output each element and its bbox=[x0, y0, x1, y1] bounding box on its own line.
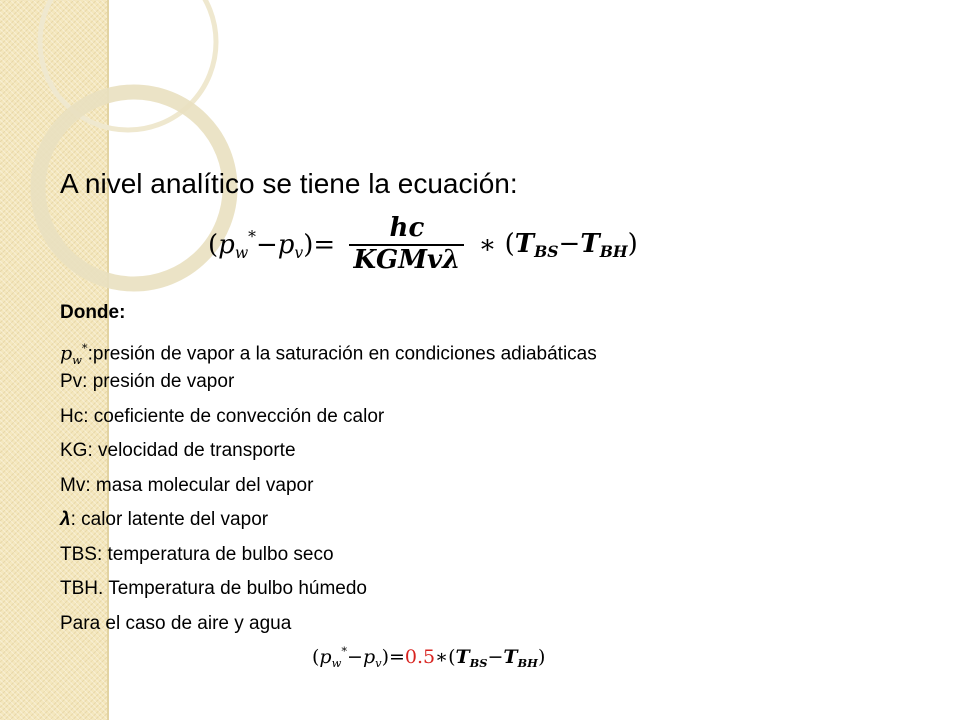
eq-small-lhs: $(p_w^*-p_v)$ bbox=[312, 644, 389, 671]
eq-main-lhs: $(p_w^*-p_v)$ bbox=[208, 227, 314, 262]
eq-main-rhs: $(T_{BS}-T_{BH})$ bbox=[504, 229, 638, 262]
def-pv: Pv: presión de vapor bbox=[60, 371, 235, 392]
def-kg: KG: velocidad de transporte bbox=[60, 440, 296, 461]
def-pw: $p_w^*:presión$ de vapor a la saturación en condiciones adiabáticas bbox=[60, 340, 597, 367]
def-tbh: TBH. Temperatura de bulbo húmedo bbox=[60, 578, 367, 599]
eq-small-times: ∗ bbox=[435, 646, 449, 669]
eq-small-rhs: $(T_{BS}-T_{BH})$ bbox=[448, 645, 546, 670]
eq-main-numerator: hc bbox=[389, 213, 425, 243]
decorative-rings bbox=[0, 0, 260, 330]
simplified-equation bbox=[312, 644, 545, 670]
def-hc: Hc: coeficiente de convección de calor bbox=[60, 405, 385, 427]
main-equation bbox=[208, 214, 638, 276]
eq-main-fraction bbox=[349, 214, 464, 276]
definitions-list bbox=[60, 302, 597, 647]
eq-small-equals: = bbox=[389, 646, 405, 669]
def-tbs: TBS: temperatura de bulbo seco bbox=[60, 543, 334, 565]
eq-small-coefficient: 0.5 bbox=[404, 646, 436, 669]
def-lambda: λ: calor latente del vapor bbox=[60, 509, 269, 530]
definitions-heading: Donde: bbox=[60, 302, 126, 323]
eq-main-equals: = bbox=[313, 229, 336, 260]
eq-main-denominator: KGMvλ bbox=[353, 244, 461, 275]
def-case: Para el caso de aire y agua bbox=[60, 612, 292, 634]
slide-title: A nivel analítico se tiene la ecuación: bbox=[60, 168, 518, 199]
eq-main-times: ∗ bbox=[478, 229, 497, 260]
def-mv: Mv: masa molecular del vapor bbox=[60, 474, 314, 496]
